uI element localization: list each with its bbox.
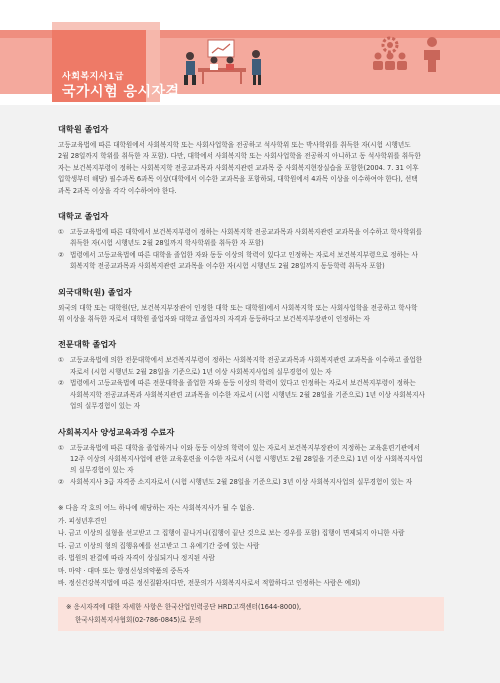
paragraph-line: 2월 28일까지 학위를 취득한 자 포함). 다만, 대학에서 사회복지학 또는 사회사업학을 전공하지 아니하고 동 석사학위를 취득한 [58, 152, 421, 161]
section-training-course [58, 427, 444, 489]
meeting-illustration [178, 36, 268, 88]
note-item: 라. 법원의 판결에 따라 자격이 상실되거나 정지된 사람 [58, 554, 215, 563]
section-title: 대학교 졸업자 [58, 211, 109, 222]
list-item [58, 355, 444, 378]
item-text: 12주 이상의 사회복지사업에 관한 교육훈련을 이수한 자로서 (시험 시행년도 2월 28일을 기준으로) 1년 이상 사회복지사업 [70, 454, 423, 463]
list-item-line [58, 443, 444, 454]
section-graduate-school [58, 124, 444, 197]
note-item: 마. 마약 · 대마 또는 향정신성의약품의 중독자 [58, 566, 190, 575]
item-number: ① [58, 443, 64, 452]
section-junior-college [58, 339, 444, 412]
item-text: 의 실무경험이 있는 자 [70, 466, 134, 475]
item-text: 법령에서 고등교육법에 따른 전문대학을 졸업한 자와 동등 이상의 학력이 있다고 인정하는 자로서 보건복지부령이 정하는 [70, 379, 416, 388]
note-item: 가. 피성년후견인 [58, 516, 107, 525]
paragraph-line: 외국의 대학 또는 대학원(단, 보건복지부장관이 인정한 대학 또는 대학원)에서 사회복지학 또는 사회사업학을 전공하고 학사학 [58, 303, 418, 312]
list-item-line [58, 227, 444, 238]
list-item-line [58, 401, 444, 412]
list-item-line [58, 454, 444, 465]
item-text: 고등교육법에 의한 전문대학에서 보건복지부령이 정하는 사회복지학 전공교과목과 사회복지관련 교과목을 이수하고 졸업한 [70, 356, 423, 365]
list-item-line [58, 355, 444, 366]
badge-subtitle: 사회복지사1급 [62, 72, 124, 82]
page-title: 국가시험 응시자격 [62, 84, 180, 100]
content-area [58, 124, 444, 590]
item-text: 사회복지사 3급 자격증 소지자로서 (시험 시행년도 2월 28일을 기준으로) 3년 이상 사회복지사업의 실무경험이 있는 자 [70, 477, 413, 486]
contact-info-box [58, 597, 444, 631]
item-number: ② [58, 250, 64, 259]
list-item-line [58, 250, 444, 261]
list-item-line [58, 261, 444, 272]
item-number: ① [58, 228, 64, 237]
note-item: 나. 금고 이상의 실형을 선고받고 그 집행이 끝나거나(집행이 끝난 것으로 보는 경우를 포함) 집행이 면제되지 아니한 사람 [58, 529, 405, 538]
paragraph-line: 입학생부터 해당) 필수과목 6과목 이상(대학에서 이수한 교과목을 포함하되, 대학원에서 4과목 이상을 이수하여야 한다), 선택 [58, 175, 418, 184]
item-text: 고등교육법에 따른 대학을 졸업하거나 이와 동등 이상의 학력이 있는 자로서 보건복지부장관이 지정하는 교육훈련기관에서 [70, 443, 420, 452]
note-heading: ※ 다음 각 호의 어느 하나에 해당하는 자는 사회복지사가 될 수 없음. [58, 504, 255, 513]
section-title: 외국대학(원) 졸업자 [58, 286, 132, 297]
section-university [58, 211, 444, 273]
item-text: 고등교육법에 따른 대학에서 보건복지부령이 정하는 사회복지학 전공교과목과 사회복지관련 교과목을 이수하고 학사학위를 [70, 228, 423, 237]
note-item: 바. 정신건강복지법에 따른 정신질환자(다만, 전문의가 사회복지사로서 적합하다고 인정하는 사람은 예외) [58, 579, 361, 588]
list-item [58, 378, 444, 412]
list-item-line [58, 238, 444, 249]
item-text: 회복지학 전공교과목과 사회복지관련 교과목을 이수한 자(시험 시행년도 2월 28일까지 동등학력 취득자 포함) [70, 262, 385, 271]
info-line: ※ 응시자격에 대한 자세한 사항은 한국산업인력공단 HRD고객센터(1644-8000), [66, 603, 302, 611]
list-item-line [58, 477, 444, 488]
note-item: 다. 금고 이상의 형의 집행유예를 선고받고 그 유예기간 중에 있는 사람 [58, 541, 260, 550]
paragraph-line: 자는 보건복지부령이 정하는 사회복지학 전공교과목과 사회복지관련 교과목 중 사회복지현장실습을 포함한(2004. 7. 31 이후 [58, 163, 419, 172]
section-title: 대학원 졸업자 [58, 124, 109, 134]
page-header [0, 0, 500, 105]
item-text: 사회복지학 전공교과목과 사회복지관련 교과목을 이수한 자로서 (시험 시행년도 2월 28일을 기준으로) 1년 이상 사회복지사 [70, 390, 425, 399]
disqualification-notes [58, 502, 444, 590]
list-item [58, 227, 444, 250]
paragraph-line: 과목 2과목 이상을 각각 이수하여야 한다. [58, 186, 177, 195]
item-text: 자로서 (시험 시행년도 2월 28일을 기준으로) 1년 이상 사회복지사업의 실무경험이 있는 자 [70, 367, 332, 376]
list-item-line [58, 367, 444, 378]
list-item [58, 477, 444, 488]
paragraph-line: 고등교육법에 따른 대학원에서 사회복지학 또는 사회사업학을 전공하고 석사학위 또는 박사학위를 취득한 자(시험 시행년도 [58, 141, 411, 149]
info-line: 한국사회복지사협회(02-786-0845)로 문의 [75, 616, 202, 624]
item-text: 업의 실무경험이 있는 자 [70, 402, 140, 411]
section-title: 사회복지사 양성교육과정 수료자 [58, 426, 175, 437]
section-title: 전문대학 졸업자 [58, 339, 117, 350]
person-icon [412, 34, 452, 74]
list-item-line [58, 378, 444, 389]
list-item [58, 443, 444, 477]
item-number: ② [58, 379, 64, 388]
list-item-line [58, 390, 444, 401]
gear-people-icon [370, 34, 410, 74]
badge-top-face [52, 22, 160, 30]
item-number: ② [58, 477, 64, 486]
section-foreign-university [58, 287, 444, 326]
list-item [58, 250, 444, 273]
list-item-line [58, 465, 444, 476]
item-text: 취득한 자(시험 시행년도 2월 28일까지 학사학위를 취득한 자 포함) [70, 239, 264, 248]
paragraph-line: 위 이상을 취득한 자로서 대학원 졸업자와 대학교 졸업자의 자격과 동등하다고 보건복지부장관이 인정하는 자 [58, 315, 370, 324]
item-text: 법령에서 고등교육법에 따른 대학을 졸업한 자와 동등 이상의 학력이 있다고 인정하는 자로서 보건복지부령으로 정하는 사 [70, 250, 418, 259]
item-number: ① [58, 356, 64, 365]
